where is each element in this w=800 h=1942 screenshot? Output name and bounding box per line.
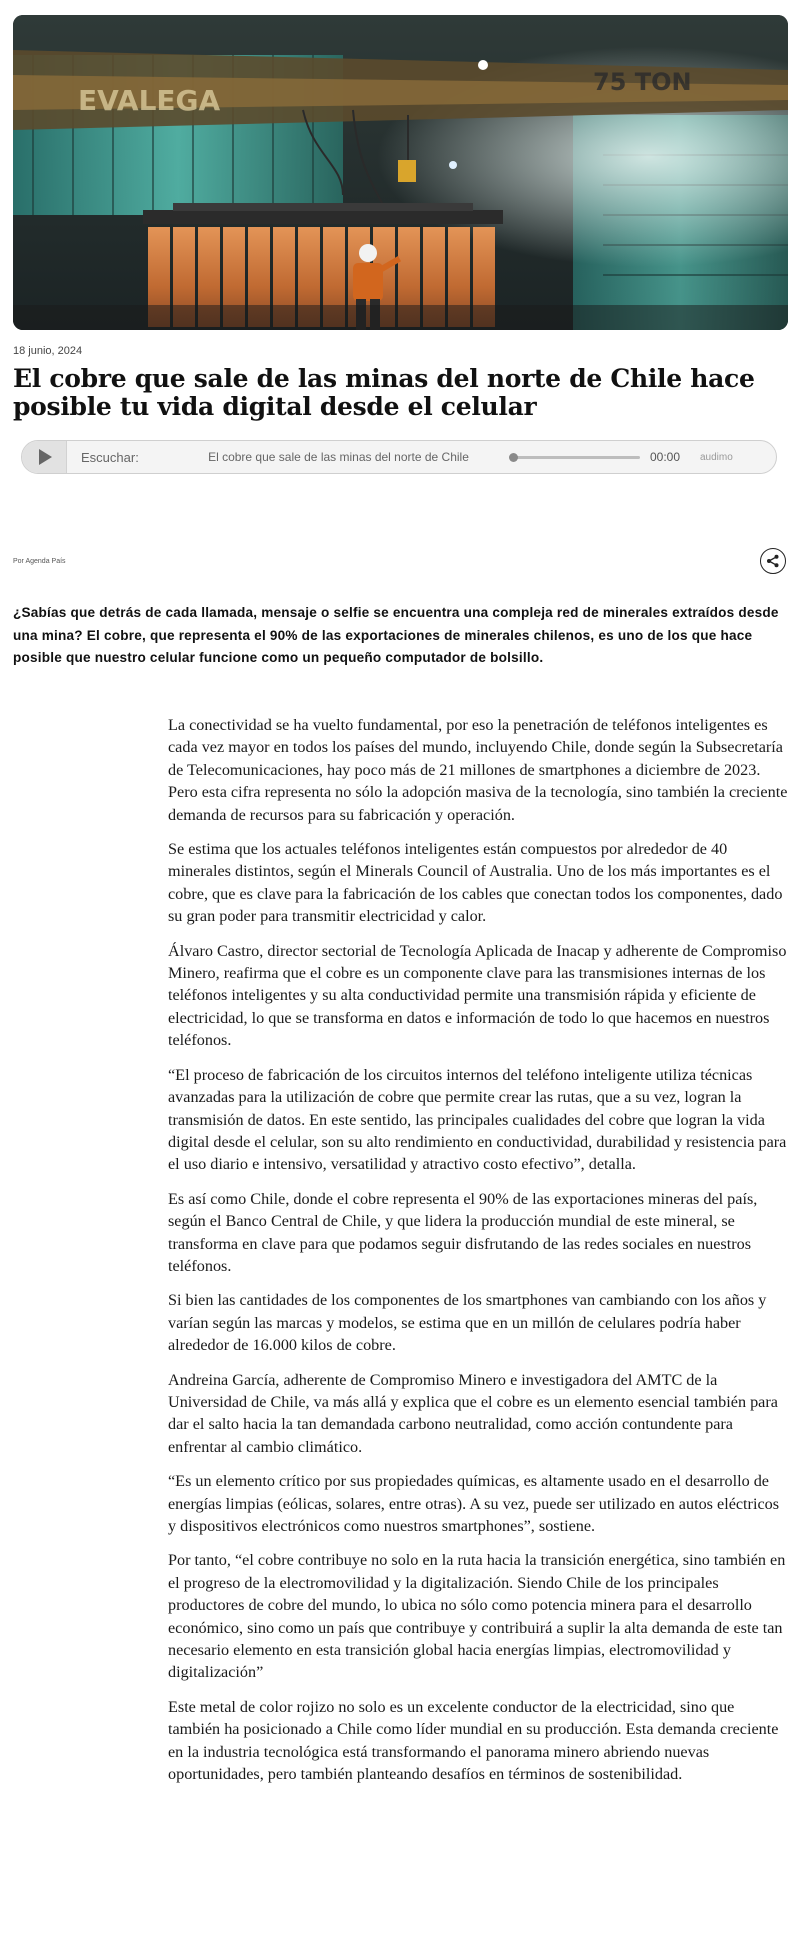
article-date: 18 junio, 2024 bbox=[13, 345, 83, 357]
body-paragraph: Andreina García, adherente de Compromiso Minero e investigadora del AMTC de la Universidad de Chile, va más allá y explica que el cobre es un elemento esencial también para dar el salto hacia la tan demandada carbono neutralidad, como acción contundente para enfrentar al cambio climático. bbox=[168, 1370, 778, 1456]
crane-sign-left: EVALEGA bbox=[78, 84, 221, 117]
player-track-title: El cobre que sale de las minas del norte de Chile bbox=[208, 450, 469, 464]
body-paragraph: “Es un elemento crítico por sus propiedades químicas, es altamente usado en el desarrollo de energías limpias (eólicas, solares, entre otras). A su vez, puede ser utilizado en autos eléctricos y dispositivos electrónicos como nuestros smartphones”, sostiene. bbox=[168, 1472, 780, 1535]
body-paragraph: Este metal de color rojizo no solo es un excelente conductor de la electricidad, sino que también ha posicionado a Chile como líder mundial en su producción. Esta demanda creciente en la industria tecnológica está transformando el panorama minero abriendo nuevas oportunidades, pero también planteando desafíos en términos de sostenibilidad. bbox=[168, 1697, 779, 1784]
article-body bbox=[168, 714, 788, 1797]
share-icon bbox=[766, 554, 780, 568]
body-paragraph: La conectividad se ha vuelto fundamental, por eso la penetración de teléfonos inteligentes es cada vez mayor en todos los países del mundo, incluyendo Chile, donde según la Subsecretaría de Telecomunicaciones, hay poco más de 21 millones de smartphones a diciembre de 2023. Pero esta cifra representa no sólo la adopción masiva de la tecnología, sino también la creciente demanda de recursos para su fabricación y operación. bbox=[168, 716, 788, 824]
player-brand: audimo bbox=[700, 451, 733, 463]
crane-sign-right: 75 TON bbox=[593, 68, 692, 96]
body-paragraph: Álvaro Castro, director sectorial de Tecnología Aplicada de Inacap y adherente de Compromiso Minero, reafirma que el cobre es un componente clave para las transmisiones internas de los teléfonos inteligentes y su alta conductividad permite una transmisión rápida y eficiente de electricidad, lo que se transforma en datos e información de todo lo que hacemos en nuestros teléfonos. bbox=[168, 941, 787, 1050]
body-paragraph: Por tanto, “el cobre contribuye no solo en la ruta hacia la transición energética, sino también en el progreso de la electromovilidad y la digitalización. Siendo Chile de los principales productores de cobre del mundo, lo ubica no sólo como potencia minera para el desarrollo económico, sino como un país que contribuye y contribuirá a suplir la alta demanda de este tan necesario elemento en esta transición global hacia energías limpias, electromovilidad y digitalización” bbox=[168, 1551, 786, 1682]
player-progress-bar[interactable] bbox=[512, 456, 640, 459]
play-icon bbox=[39, 449, 52, 465]
player-time: 00:00 bbox=[650, 450, 681, 464]
article-title: El cobre que sale de las minas del norte de Chile hace posible tu vida digital desde el celular bbox=[13, 364, 755, 421]
body-paragraph: Se estima que los actuales teléfonos inteligentes están compuestos por alrededor de 40 minerales distintos, según el Minerals Council of Australia. Uno de los más importantes es el cobre, que es clave para la fabricación de los cables que conectan todos los componentes, dado su gran poder para transmitir electricidad y calor. bbox=[168, 840, 783, 926]
player-progress-handle[interactable] bbox=[509, 453, 518, 462]
article-lead: ¿Sabías que detrás de cada llamada, mensaje o selfie se encuentra una compleja red de minerales extraídos desde una mina? El cobre, que representa el 90% de las exportaciones de minerales chilenos, es uno de los que hace posible que nuestro celular funcione como un pequeño computador de bolsillo. bbox=[13, 605, 779, 665]
body-paragraph: “El proceso de fabricación de los circuitos internos del teléfono inteligente utiliza técnicas avanzadas para la utilización de cobre que permite crear las rutas, que a su vez, logran la transmisión de datos. En este sentido, las principales cualidades del cobre que logran la vida digital desde el celular, son su alto rendimiento en conductividad, durabilidad y resistencia para el uso diario e intensivo, versatilidad y atractivo costo efectivo”, detalla. bbox=[168, 1065, 787, 1174]
player-label: Escuchar: bbox=[81, 449, 139, 465]
hero-image bbox=[13, 15, 788, 330]
body-paragraph: Si bien las cantidades de los componentes de los smartphones van cambiando con los años y varían según las marcas y modelos, se estima que en un millón de celulares podría haber alrededor de 16.000 kilos de cobre. bbox=[168, 1291, 767, 1355]
article-author: Por Agenda País bbox=[13, 558, 66, 565]
audio-player bbox=[21, 440, 777, 474]
hero-illustration bbox=[13, 15, 788, 330]
play-button[interactable] bbox=[22, 441, 67, 473]
body-paragraph: Es así como Chile, donde el cobre representa el 90% de las exportaciones mineras del país, según el Banco Central de Chile, y que lidera la producción mundial de este mineral, se transforma en clave para que podamos seguir disfrutando de las redes sociales en nuestros teléfonos. bbox=[168, 1189, 758, 1275]
share-button[interactable] bbox=[760, 548, 786, 574]
